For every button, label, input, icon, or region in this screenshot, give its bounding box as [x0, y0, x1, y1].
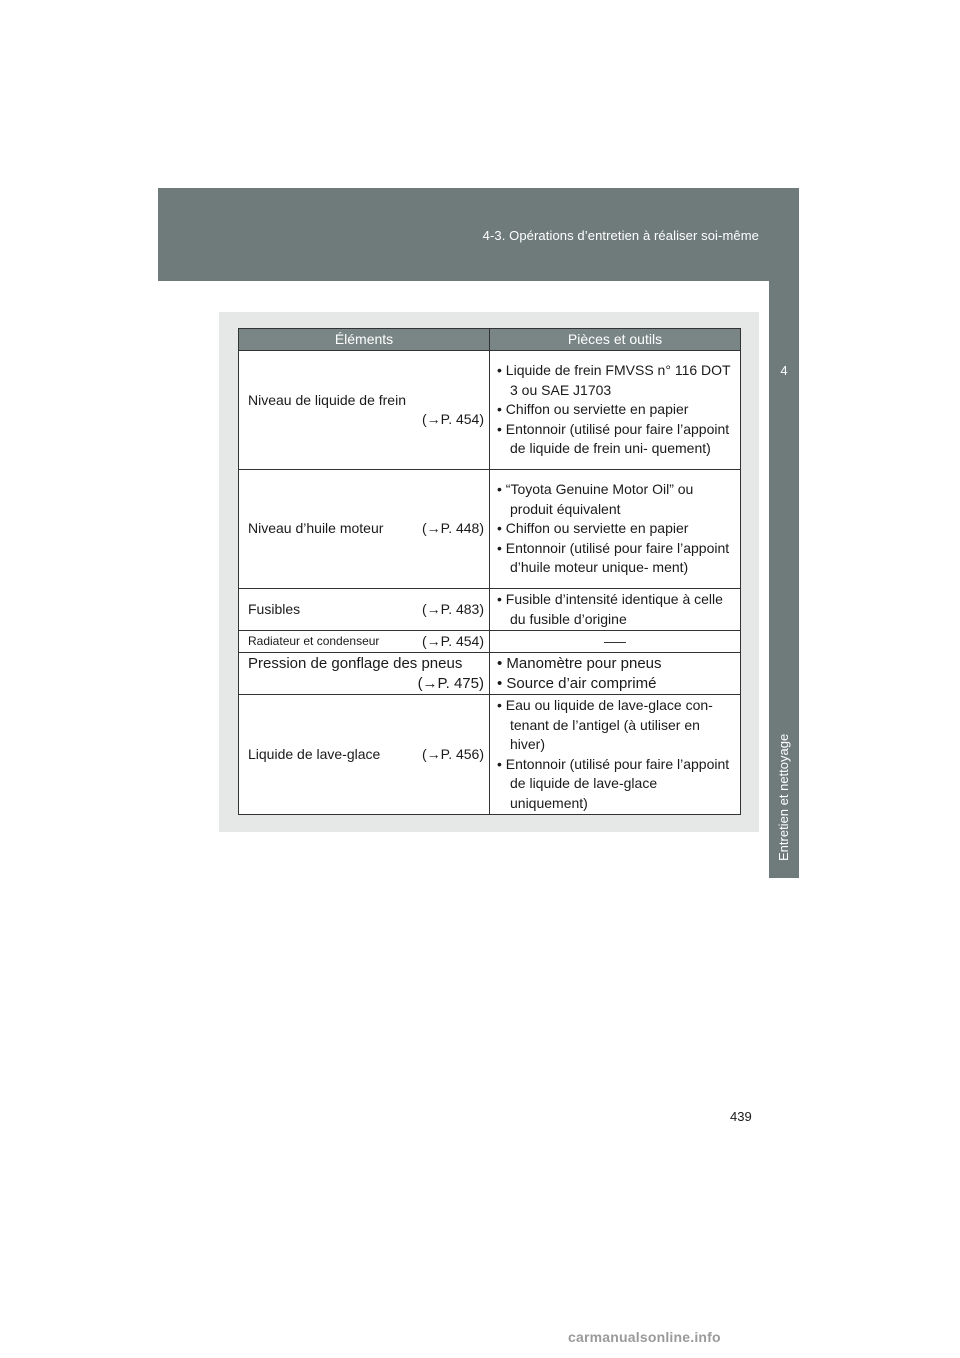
item-name: Niveau d’huile moteur: [248, 520, 384, 537]
page-number: 439: [730, 1109, 752, 1124]
item-name: Fusibles: [248, 600, 301, 617]
list-item: • Manomètre pour pneus: [497, 654, 736, 674]
chapter-tab[interactable]: [769, 281, 799, 878]
column-header-tools: Pièces et outils: [490, 329, 741, 351]
tools-cell: [490, 351, 741, 470]
list-item: • Eau ou liquide de lave-glace con- tenant de l’antigel (à utiliser en hiver): [497, 696, 736, 755]
page-reference[interactable]: (→P. 454): [422, 411, 484, 427]
list-item: • Chiffon ou serviette en papier: [497, 519, 736, 539]
list-item: • Source d’air comprimé: [497, 674, 736, 694]
tools-cell: [490, 589, 741, 631]
item-cell: [239, 631, 490, 653]
table-row: [239, 631, 741, 653]
item-cell: [239, 589, 490, 631]
chapter-label: Entretien et nettoyage: [776, 733, 791, 861]
item-name: Pression de gonflage des pneus: [248, 655, 463, 672]
list-item: • Entonnoir (utilisé pour faire l’appoint de liquide de frein uni- quement): [497, 420, 736, 459]
page-reference[interactable]: (→P. 454): [422, 632, 484, 649]
table-row: [239, 653, 741, 695]
tools-cell: [490, 470, 741, 589]
tools-cell-empty: [490, 631, 741, 653]
table-row: [239, 470, 741, 589]
watermark[interactable]: carmanualsonline.info: [568, 1329, 721, 1345]
page-reference[interactable]: (→P. 483): [422, 600, 484, 617]
table-row: [239, 695, 741, 815]
header-band: [158, 188, 799, 281]
table-row: [239, 589, 741, 631]
list-item: • Entonnoir (utilisé pour faire l’appoint de liquide de lave-glace uniquement): [497, 755, 736, 814]
list-item: • Liquide de frein FMVSS n° 116 DOT 3 ou SAE J1703: [497, 361, 736, 400]
item-cell: [239, 470, 490, 589]
item-name: Radiateur et condenseur: [248, 633, 380, 648]
list-item: • Fusible d’intensité identique à celle du fusible d’origine: [497, 590, 736, 629]
page-reference[interactable]: (→P. 456): [422, 745, 484, 762]
list-item: • Chiffon ou serviette en papier: [497, 400, 736, 420]
maintenance-table: [238, 328, 741, 815]
list-item: • Entonnoir (utilisé pour faire l’appoint d’huile moteur unique- ment): [497, 539, 736, 578]
section-title: 4-3. Opérations d’entretien à réaliser soi-même: [482, 228, 759, 243]
item-cell: [239, 695, 490, 815]
page-reference[interactable]: (→P. 448): [422, 520, 484, 537]
chapter-number: 4: [780, 363, 788, 378]
item-cell: [239, 653, 490, 695]
em-dash-icon: [604, 642, 626, 643]
column-header-items: Éléments: [239, 329, 490, 351]
table-header-row: [239, 329, 741, 351]
tools-cell: [490, 695, 741, 815]
table-row: [239, 351, 741, 470]
list-item: • “Toyota Genuine Motor Oil” ou produit équivalent: [497, 480, 736, 519]
item-name: Liquide de lave-glace: [248, 745, 381, 762]
page-reference[interactable]: (→P. 475): [417, 674, 484, 692]
tools-cell: [490, 653, 741, 695]
item-cell: [239, 351, 490, 470]
item-name: Niveau de liquide de frein: [248, 391, 406, 408]
